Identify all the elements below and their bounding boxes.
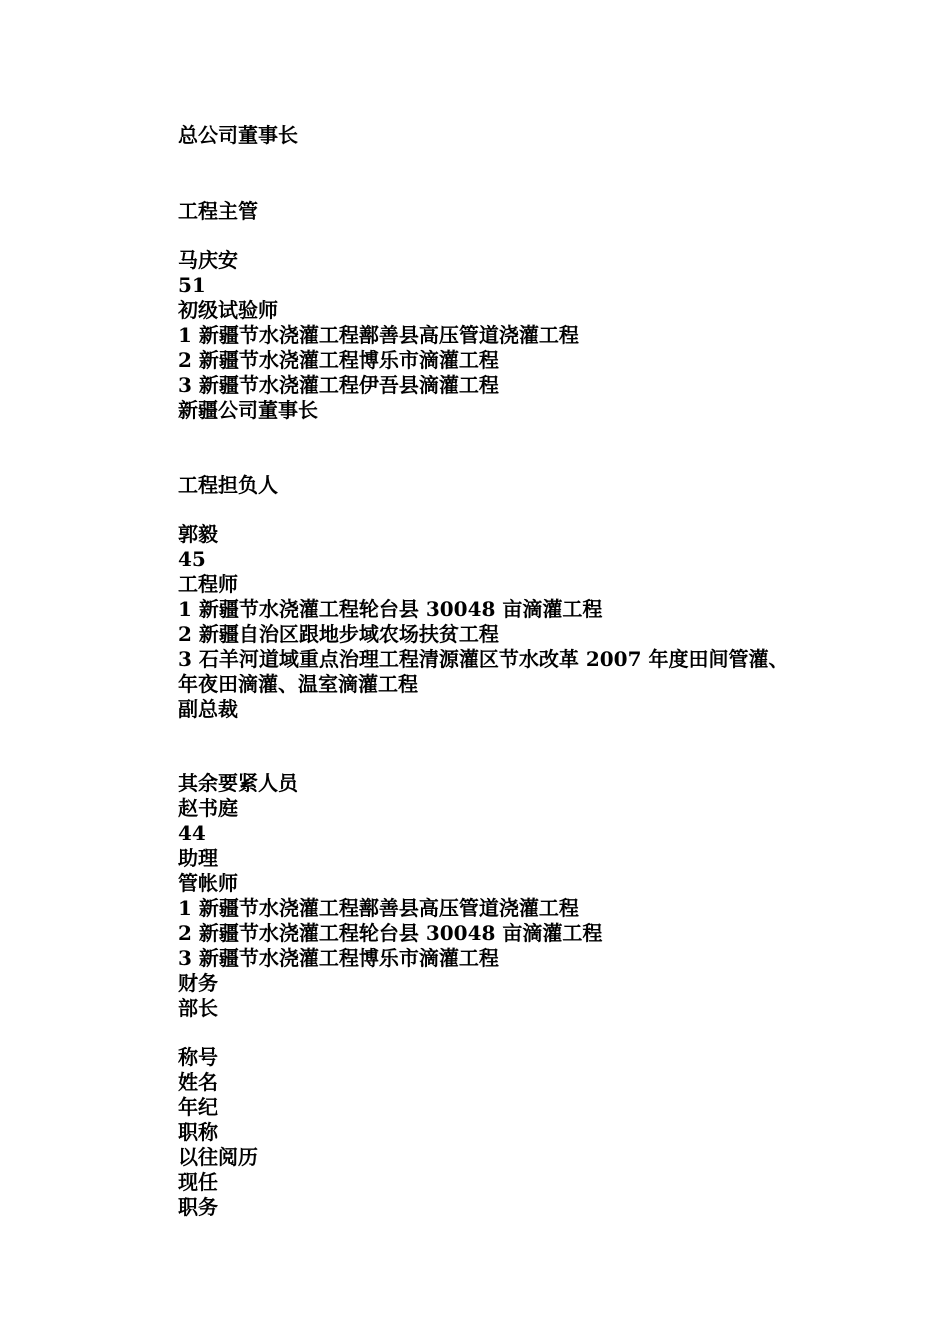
- header-title: 职称: [178, 1120, 218, 1144]
- current-position: 新疆公司董事长: [178, 398, 318, 422]
- experience-item: 1 新疆节水浇灌工程鄯善县高压管道浇灌工程: [178, 323, 579, 347]
- person-title: 助理: [178, 846, 218, 870]
- current-position: 副总裁: [178, 697, 238, 721]
- role-label: 工程主管: [178, 199, 258, 223]
- person-name: 郭毅: [178, 522, 218, 546]
- person-title: 初级试验师: [178, 298, 278, 322]
- experience-item: 2 新疆节水浇灌工程轮台县 30048 亩滴灌工程: [178, 921, 603, 945]
- person-title: 工程师: [178, 572, 238, 596]
- role-label: 其余要紧人员: [178, 771, 298, 795]
- experience-item: 1 新疆节水浇灌工程鄯善县高压管道浇灌工程: [178, 896, 579, 920]
- header-current: 现任: [178, 1170, 218, 1194]
- header-history: 以往阅历: [178, 1145, 258, 1169]
- role-label: 工程担负人: [178, 473, 278, 497]
- header-age: 年纪: [178, 1095, 218, 1119]
- document-page: [178, 0, 878, 1344]
- experience-item: 3 新疆节水浇灌工程伊吾县滴灌工程: [178, 373, 499, 397]
- person-title-continued: 管帐师: [178, 871, 238, 895]
- current-position-continued: 部长: [178, 996, 218, 1020]
- experience-item: 3 石羊河道域重点治理工程清源灌区节水改革 2007 年度田间管灌、: [178, 647, 789, 671]
- person-age: 51: [178, 273, 206, 297]
- current-position: 财务: [178, 971, 218, 995]
- header-label: 称号: [178, 1045, 218, 1069]
- person-age: 45: [178, 547, 206, 571]
- header-name: 姓名: [178, 1070, 218, 1094]
- header-current-continued: 职务: [178, 1195, 218, 1219]
- experience-item: 2 新疆自治区跟地步域农场扶贫工程: [178, 622, 499, 646]
- section-title: 总公司董事长: [178, 123, 298, 147]
- person-name: 马庆安: [178, 248, 238, 272]
- person-age: 44: [178, 821, 206, 845]
- experience-item: 1 新疆节水浇灌工程轮台县 30048 亩滴灌工程: [178, 597, 603, 621]
- person-name: 赵书庭: [178, 796, 238, 820]
- experience-item: 2 新疆节水浇灌工程博乐市滴灌工程: [178, 348, 499, 372]
- experience-item: 3 新疆节水浇灌工程博乐市滴灌工程: [178, 946, 499, 970]
- experience-item-continued: 年夜田滴灌、温室滴灌工程: [178, 672, 418, 696]
